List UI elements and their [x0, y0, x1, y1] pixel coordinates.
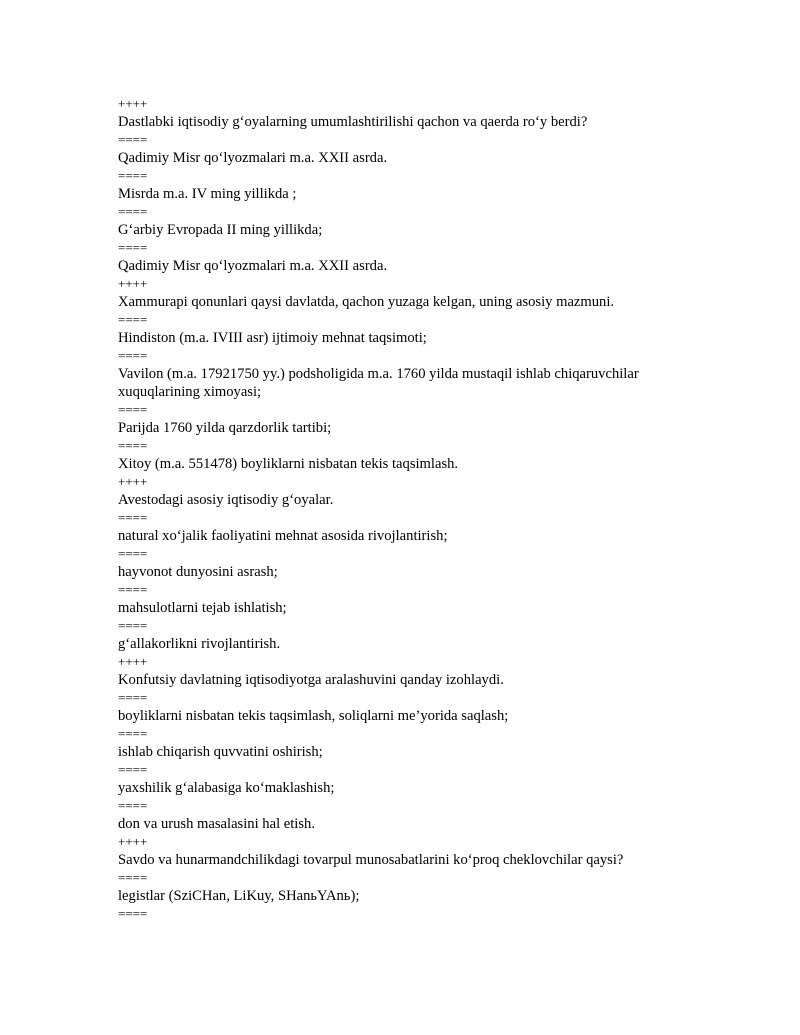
- separator-line: ====: [118, 546, 148, 561]
- text-line: legistlar (SziCHan, LiKuy, SHanьYAnь);: [118, 888, 360, 904]
- text-line: Savdo va hunarmandchilikdagi tovarpul munosabatlarini ko‘proq cheklovchilar qaysi?: [118, 852, 624, 868]
- separator-line: ====: [118, 240, 148, 255]
- separator-line: ====: [118, 726, 148, 741]
- separator-line: ====: [118, 582, 148, 597]
- separator-line: ====: [118, 690, 148, 705]
- text-line: mahsulotlarni tejab ishlatish;: [118, 600, 287, 616]
- text-line: g‘allakorlikni rivojlantirish.: [118, 636, 281, 652]
- text-line: don va urush masalasini hal etish.: [118, 816, 315, 832]
- separator-line: ====: [118, 798, 148, 813]
- separator-line: ====: [118, 348, 148, 363]
- separator-line: ====: [118, 510, 148, 525]
- text-line: Xitoy (m.a. 551478) boyliklarni nisbatan tekis taqsimlash.: [118, 456, 459, 472]
- text-line: Konfutsiy davlatning iqtisodiyotga aralashuvini qanday izohlaydi.: [118, 672, 504, 688]
- separator-line: ====: [118, 402, 148, 417]
- text-line: Avestodagi asosiy iqtisodiy g‘oyalar.: [118, 492, 334, 508]
- text-line: natural xo‘jalik faoliyatini mehnat asosida rivojlantirish;: [118, 528, 448, 544]
- separator-line: ++++: [118, 474, 148, 489]
- separator-line: ====: [118, 762, 148, 777]
- text-line: Dastlabki iqtisodiy g‘oyalarning umumlashtirilishi qachon va qaerda ro‘y berdi?: [118, 114, 588, 130]
- separator-line: ====: [118, 132, 148, 147]
- separator-line: ++++: [118, 276, 148, 291]
- text-line: hayvonot dunyosini asrash;: [118, 564, 278, 580]
- separator-line: ====: [118, 906, 148, 921]
- separator-line: ++++: [118, 834, 148, 849]
- text-line: ishlab chiqarish quvvatini oshirish;: [118, 744, 323, 760]
- text-line: G‘arbiy Evropada II ming yillikda;: [118, 222, 323, 238]
- separator-line: ====: [118, 312, 148, 327]
- text-line: Qadimiy Misr qo‘lyozmalari m.a. XXII asrda.: [118, 150, 388, 166]
- separator-line: ++++: [118, 96, 148, 111]
- text-line: boyliklarni nisbatan tekis taqsimlash, soliqlarni me’yorida saqlash;: [118, 708, 509, 724]
- text-line: Vavilon (m.a. 17921750 yy.) podsholigida m.a. 1760 yilda mustaqil ishlab chiqaruvchilar xuquqlarining ximoyasi;: [118, 366, 643, 400]
- text-line: Misrda m.a. IV ming yillikda ;: [118, 186, 297, 202]
- text-line: Parijda 1760 yilda qarzdorlik tartibi;: [118, 420, 332, 436]
- separator-line: ====: [118, 204, 148, 219]
- separator-line: ====: [118, 618, 148, 633]
- separator-line: ====: [118, 870, 148, 885]
- separator-line: ====: [118, 438, 148, 453]
- text-line: Qadimiy Misr qo‘lyozmalari m.a. XXII asrda.: [118, 258, 388, 274]
- document-page: [118, 95, 718, 923]
- separator-line: ====: [118, 168, 148, 183]
- text-line: Hindiston (m.a. IVIII asr) ijtimoiy mehnat taqsimoti;: [118, 330, 427, 346]
- text-line: Xammurapi qonunlari qaysi davlatda, qachon yuzaga kelgan, uning asosiy mazmuni.: [118, 294, 615, 310]
- text-line: yaxshilik g‘alabasiga ko‘maklashish;: [118, 780, 335, 796]
- separator-line: ++++: [118, 654, 148, 669]
